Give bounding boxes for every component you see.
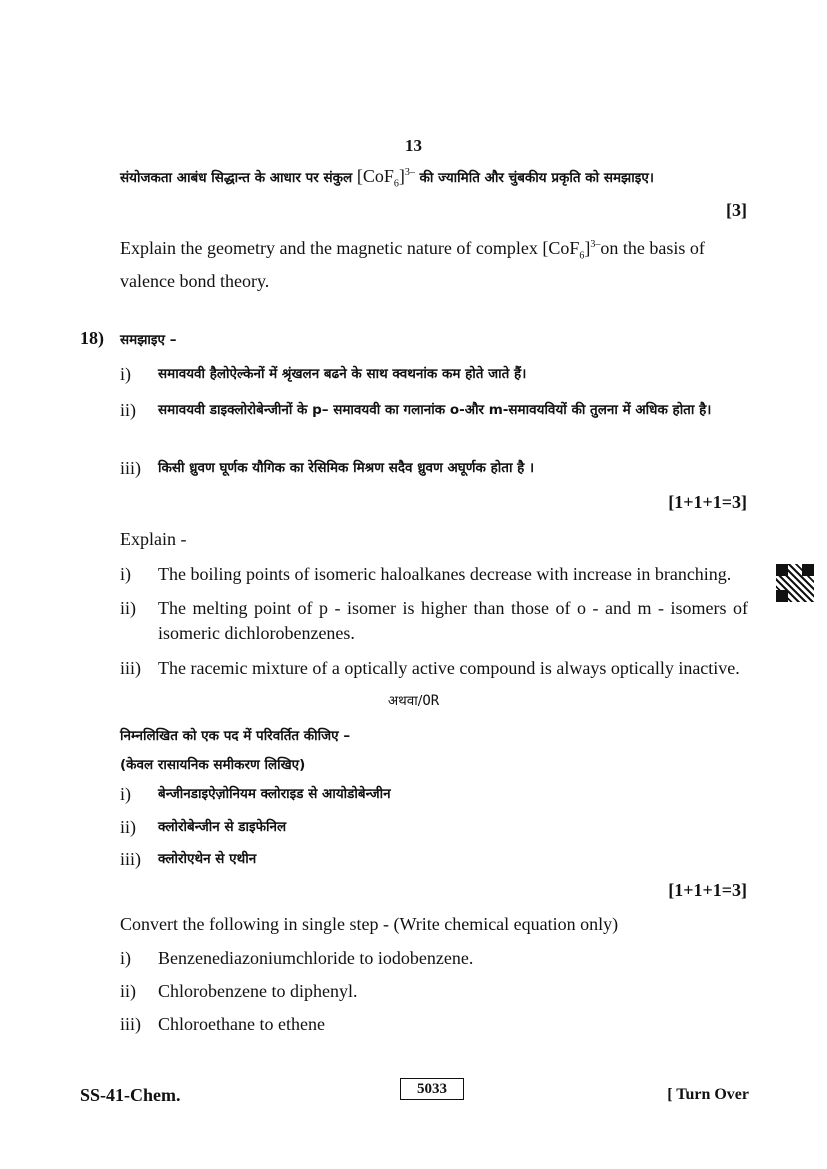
alt-english-item: Chloroethane to ethene [158, 1014, 325, 1034]
qr-code [776, 564, 814, 602]
q18-marks: [1+1+1=3] [668, 492, 747, 512]
q18-english-item-num: i) [120, 564, 131, 584]
alt-english-item-num: i) [120, 948, 131, 968]
alt-hindi-heading: निम्नलिखित को एक पद में परिवर्तित कीजिए – [120, 728, 351, 744]
q18-hindi-item: किसी ध्रुवण घूर्णक यौगिक का रेसिमिक मिश्रण सदैव ध्रुवण अघूर्णक होता है । [158, 460, 535, 476]
alt-english-item-num: ii) [120, 981, 136, 1001]
q18-english-item-num: ii) [120, 598, 136, 618]
page-code-box: 5033 [400, 1078, 464, 1100]
alt-hindi-item: क्लोरोबेन्जीन से डाइफेनिल [158, 819, 287, 835]
alt-marks: [1+1+1=3] [668, 880, 747, 900]
q18-english-item: The boiling points of isomeric haloalkanes decrease with increase in branching. [158, 564, 732, 584]
paper-code: SS-41-Chem. [80, 1085, 181, 1105]
alt-hindi-subheading: (केवल रासायनिक समीकरण लिखिए) [120, 757, 306, 773]
alt-english-item-num: iii) [120, 1014, 141, 1034]
q18-number: 18) [80, 328, 104, 348]
alt-english-heading: Convert the following in single step - (Write chemical equation only) [120, 914, 619, 934]
alt-hindi-item-num: ii) [120, 817, 136, 837]
or-divider: अथवा/OR [387, 693, 440, 709]
q18-english-heading: Explain - [120, 529, 187, 549]
alt-english-item: Chlorobenzene to diphenyl. [158, 981, 358, 1001]
alt-hindi-item-num: iii) [120, 849, 141, 869]
q18-english-item: The racemic mixture of a optically active compound is always optically inactive. [158, 658, 740, 678]
q18-english-item: The melting point of p - isomer is higher than those of o - and m - isomers of isomeric dichlorobenzenes. [158, 598, 748, 643]
alt-hindi-item: क्लोरोएथेन से एथीन [158, 851, 257, 867]
q18-english-item-num: iii) [120, 658, 141, 678]
q17-marks: [3] [726, 200, 747, 220]
page-number: 13 [405, 136, 422, 155]
alt-hindi-item-num: i) [120, 784, 131, 804]
q18-hindi-item: समावयवी डाइक्लोरोबेन्जीनों के p– समावयवी का गलानांक o-और m-समावयवियों की तुलना में अधिक होता है। [158, 402, 712, 418]
turn-over-label: [ Turn Over [667, 1086, 749, 1103]
q18-hindi-heading: समझाइए – [120, 332, 177, 348]
q18-hindi-item-num: i) [120, 364, 131, 384]
q17-english-text: Explain the geometry and the magnetic nature of complex $[CoF_6]^{3-}on$ the basis of valence bond theory. [120, 238, 705, 291]
q17-hindi-text: संयोजकता आबंध सिद्धान्त के आधार पर संकुल $[CoF_6]^{3-}$ की ज्यामिति और चुंबकीय प्रकृति को समझाइए। [120, 166, 654, 190]
q18-hindi-item-num: iii) [120, 458, 141, 478]
alt-hindi-item: बेन्जीनडाइऐज़ोनियम क्लोराइड से आयोडोबेन्जीन [158, 786, 391, 802]
q18-hindi-item: समावयवी हैलोऐल्केनों में श्रृंखलन बढने के साथ क्वथनांक कम होते जाते हैं। [158, 366, 527, 382]
q18-hindi-item-num: ii) [120, 400, 136, 420]
alt-english-item: Benzenediazoniumchloride to iodobenzene. [158, 948, 474, 968]
